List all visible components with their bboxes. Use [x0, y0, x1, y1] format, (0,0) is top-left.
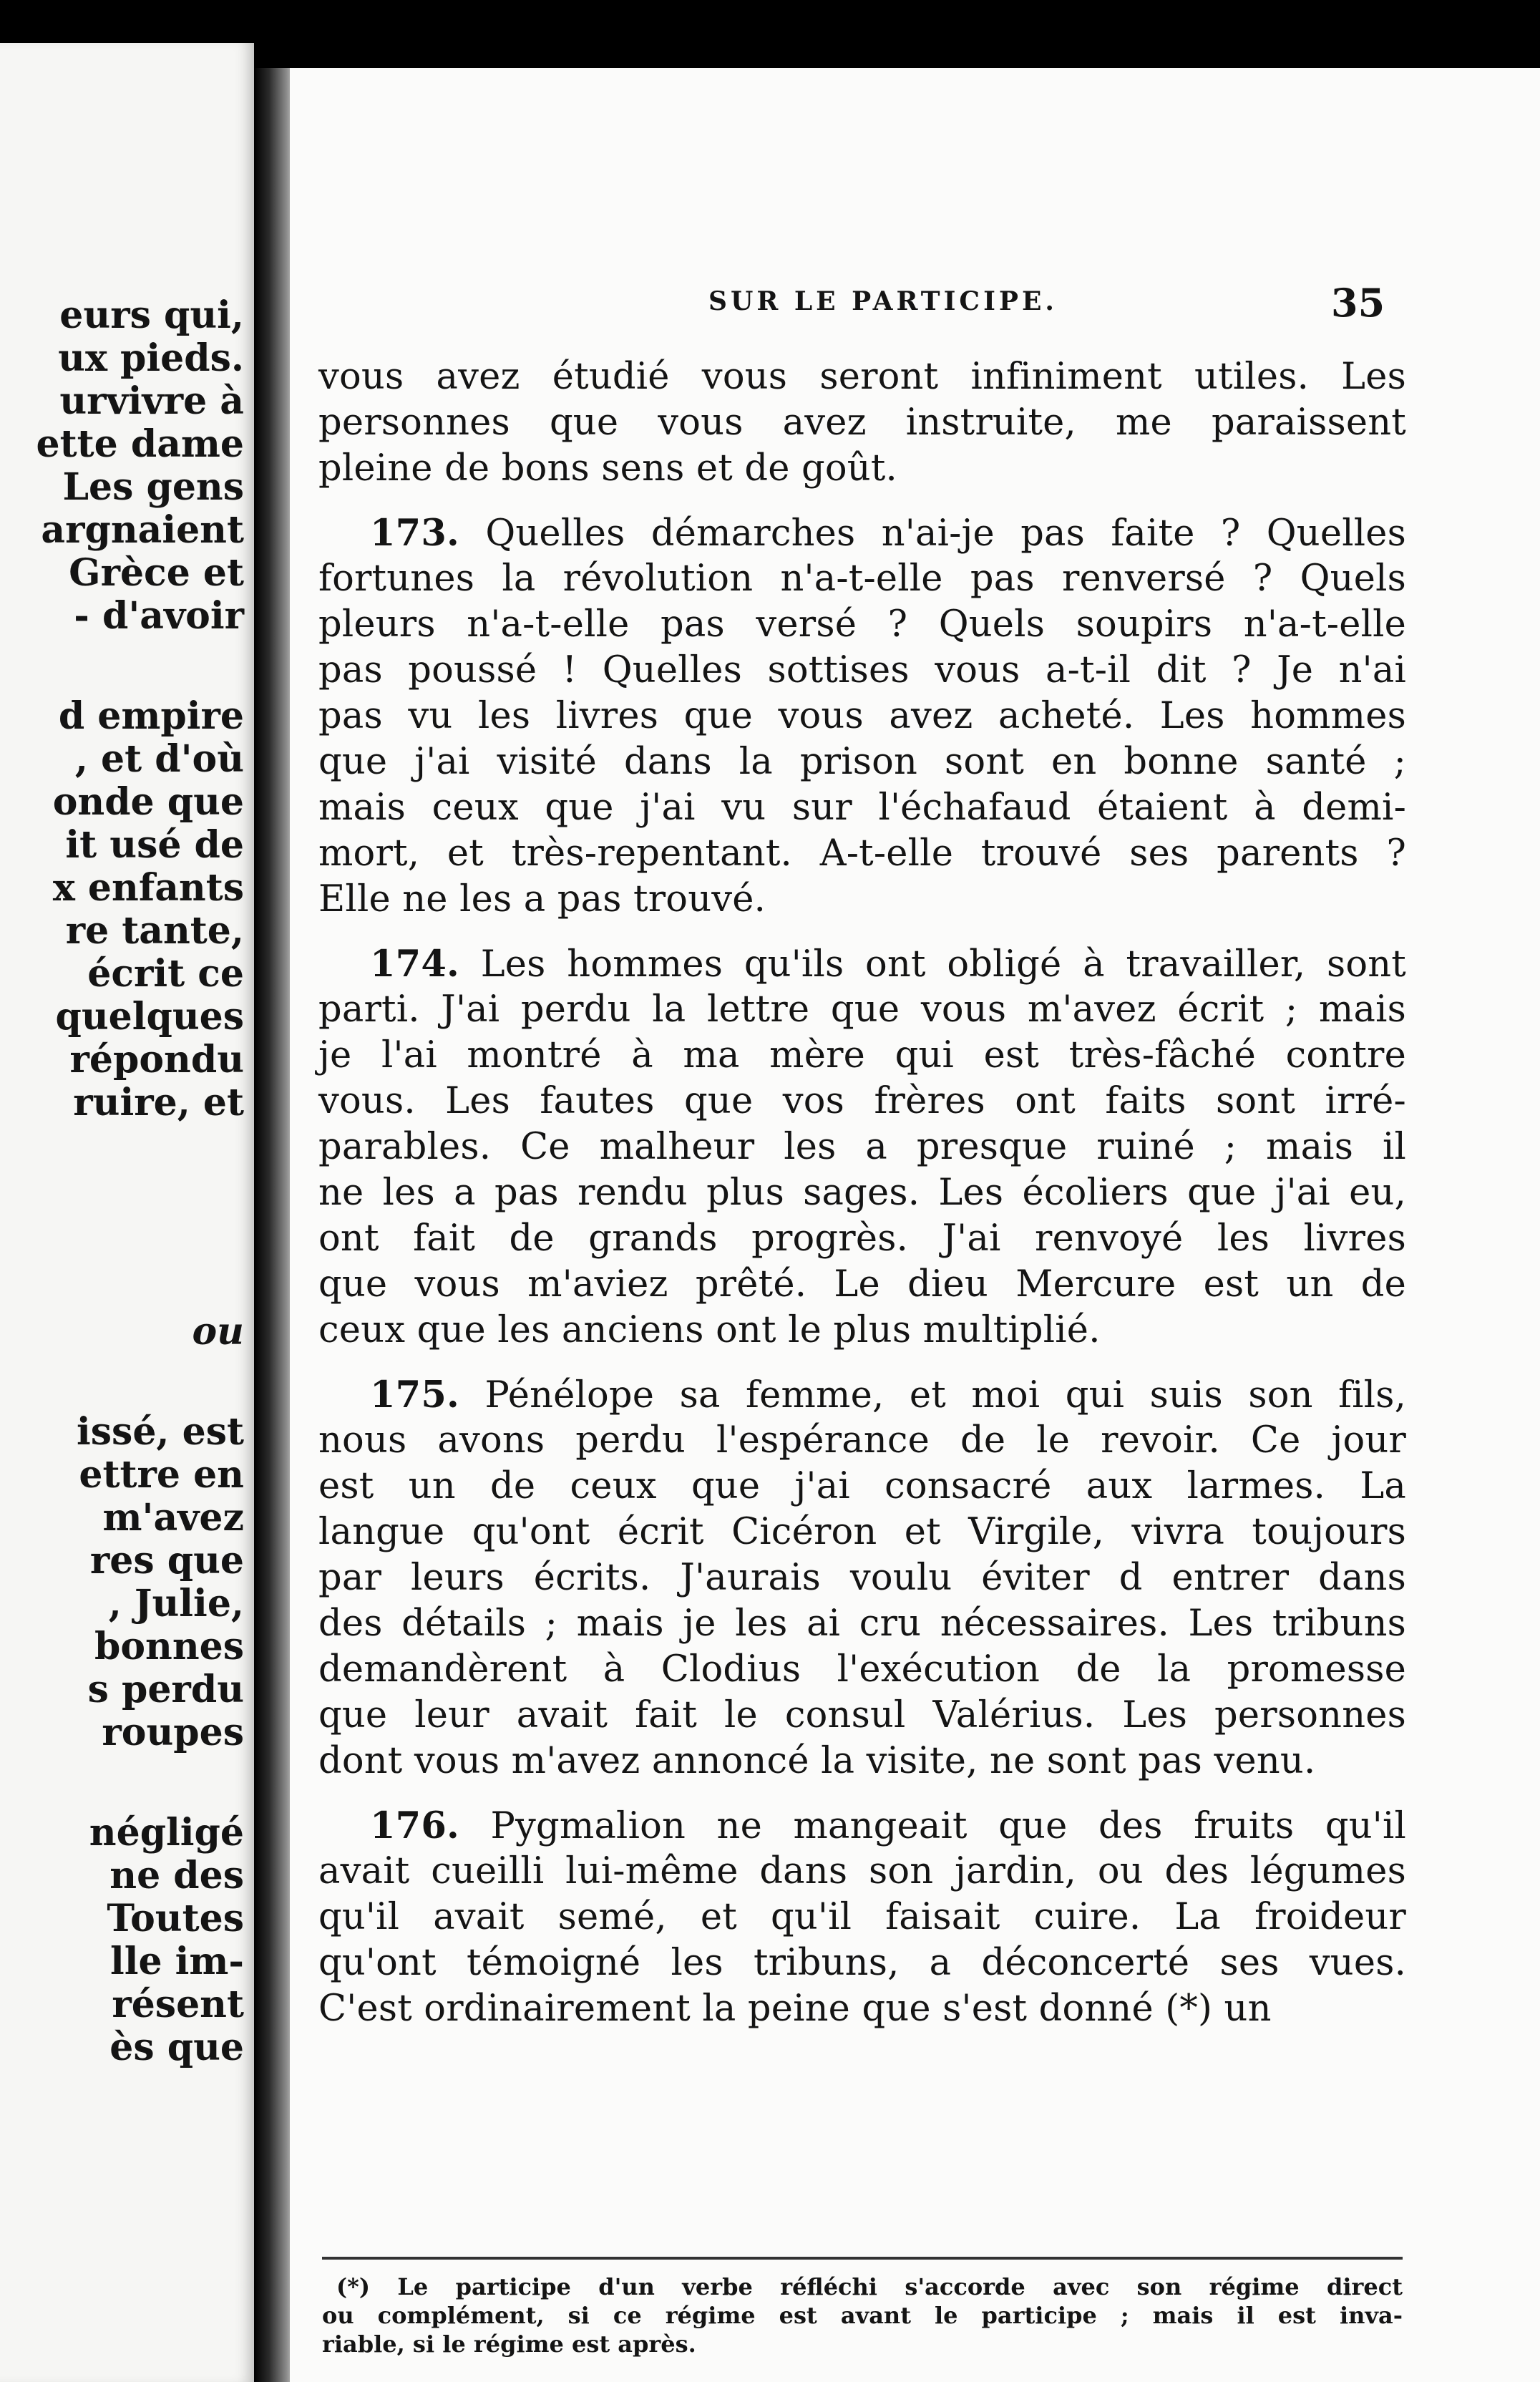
text-line: pleine de bons sens et de goût.: [318, 447, 897, 490]
page-number: 35: [1331, 280, 1385, 326]
text-line: [318, 510, 1406, 556]
left-page-line: m'avez: [102, 1496, 244, 1540]
text-line: parti. J'ai perdu la lettre que vous m'avez écrit ; mais: [318, 988, 1406, 1031]
text-line: nous avons perdu l'espérance de le revoir. Ce jour: [318, 1419, 1406, 1462]
text-line: dont vous m'avez annoncé la visite, ne sont pas venu.: [318, 1740, 1316, 1782]
left-page-line: Les gens: [62, 465, 244, 509]
left-page-line: ou: [192, 1310, 244, 1353]
paragraph: [318, 1803, 1406, 2032]
text-line: [318, 1372, 1406, 1418]
text-line: par leurs écrits. J'aurais voulu éviter d entrer dans: [318, 1557, 1406, 1599]
left-page-line: d empire: [58, 694, 244, 738]
text-line: vous. Les fautes que vos frères ont faits sont irré-: [318, 1080, 1406, 1122]
paragraph: [318, 1372, 1406, 1784]
text-line: langue qu'ont écrit Cicéron et Virgile, vivra toujours: [318, 1511, 1406, 1553]
text-line: qu'il avait semé, et qu'il faisait cuire. La froideur: [318, 1896, 1406, 1938]
left-page-line: issé, est: [77, 1410, 244, 1454]
left-page-line: lle im-: [109, 1940, 244, 1983]
text-line: mais ceux que j'ai vu sur l'échafaud étaient à demi-: [318, 787, 1406, 829]
text-line: C'est ordinairement la peine que s'est donné (*) un: [318, 1988, 1272, 2030]
paragraph: [318, 354, 1406, 492]
left-page-line: urvivre à: [59, 379, 244, 423]
text-line: demandèrent à Clodius l'exécution de la promesse: [318, 1648, 1406, 1691]
right-page: [290, 68, 1540, 2382]
left-page-line: eurs qui,: [59, 293, 244, 337]
left-page-line: x enfants: [52, 866, 244, 910]
text-line: pas poussé ! Quelles sottises vous a-t-il dit ? Je n'ai: [318, 649, 1406, 691]
text-line: [318, 1803, 1406, 1849]
left-page-line: ne des: [109, 1854, 244, 1897]
paragraph-number: 176.: [370, 1804, 460, 1847]
left-page-line: ruire, et: [73, 1081, 244, 1124]
footnote-separator: [322, 2257, 1403, 2260]
left-page-line: argnaient: [41, 508, 244, 552]
paragraph-number: 173.: [370, 512, 460, 555]
left-page-line: répondu: [69, 1038, 244, 1081]
paragraph: [318, 941, 1406, 1353]
left-page-line: it usé de: [65, 823, 244, 867]
paragraph: [318, 510, 1406, 923]
left-page-line: ès que: [109, 2026, 244, 2069]
text-line: vous avez étudié vous seront infiniment utiles. Les: [318, 356, 1406, 398]
footnote-line: ou complément, si ce régime est avant le participe ; mais il est inva-: [322, 2302, 1403, 2329]
text-line: que leur avait fait le consul Valérius. Les personnes: [318, 1694, 1406, 1736]
left-page-line: bonnes: [94, 1625, 244, 1668]
paragraph-number: 174.: [370, 943, 460, 986]
text-line: ceux que les anciens ont le plus multiplié.: [318, 1309, 1101, 1351]
text-line: est un de ceux que j'ai consacré aux larmes. La: [318, 1465, 1406, 1507]
left-page-line: négligé: [89, 1811, 244, 1854]
text-line: que vous m'aviez prêté. Le dieu Mercure est un de: [318, 1263, 1406, 1306]
text-line: des détails ; mais je les ai cru nécessaires. Les tribuns: [318, 1603, 1406, 1645]
line-text: Pénélope sa femme, et moi qui suis son fils,: [484, 1374, 1406, 1416]
text-line: ne les a pas rendu plus sages. Les écoliers que j'ai eu,: [318, 1172, 1406, 1214]
left-page-line: ux pieds.: [58, 336, 244, 380]
running-title: SUR LE PARTICIPE.: [708, 286, 1058, 316]
left-page-line: , et d'où: [74, 737, 244, 781]
line-text: Pygmalion ne mangeait que des fruits qu'il: [490, 1805, 1406, 1847]
left-page-line: , Julie,: [108, 1582, 244, 1625]
footnote-line: (*) Le participe d'un verbe réfléchi s'accorde avec son régime direct: [336, 2273, 1403, 2300]
text-line: fortunes la révolution n'a-t-elle pas renversé ? Quels: [318, 558, 1406, 600]
left-page-line: écrit ce: [87, 952, 244, 996]
line-text: Quelles démarches n'ai-je pas faite ? Quelles: [485, 512, 1406, 555]
text-line: [318, 941, 1406, 987]
text-line: personnes que vous avez instruite, me paraissent: [318, 402, 1406, 444]
left-page-line: quelques: [55, 995, 244, 1039]
left-page-line: res que: [89, 1539, 244, 1583]
footnote: [322, 2272, 1403, 2358]
body-text: [318, 354, 1406, 2051]
text-line: avait cueilli lui-même dans son jardin, ou des légumes: [318, 1850, 1406, 1892]
text-line: mort, et très-repentant. A-t-elle trouvé ses parents ?: [318, 832, 1406, 875]
left-page-line: ettre en: [79, 1453, 244, 1497]
left-page-line: onde que: [52, 780, 244, 824]
left-page-line: s perdu: [87, 1668, 244, 1711]
left-facing-page: [0, 43, 254, 2382]
text-line: je l'ai montré à ma mère qui est très-fâché contre: [318, 1034, 1406, 1076]
line-text: Les hommes qu'ils ont obligé à travailler, sont: [480, 943, 1406, 986]
text-line: pas vu les livres que vous avez acheté. Les hommes: [318, 695, 1406, 737]
paragraph-number: 175.: [370, 1374, 460, 1416]
footnote-line: riable, si le régime est après.: [322, 2330, 696, 2358]
text-line: ont fait de grands progrès. J'ai renvoyé les livres: [318, 1217, 1406, 1260]
text-line: pleurs n'a-t-elle pas versé ? Quels soupirs n'a-t-elle: [318, 603, 1406, 646]
left-page-line: ette dame: [36, 422, 244, 466]
left-page-line: re tante,: [65, 909, 244, 953]
left-page-line: Grèce et: [69, 551, 244, 595]
left-page-line: roupes: [102, 1711, 244, 1754]
text-line: Elle ne les a pas trouvé.: [318, 878, 766, 920]
left-page-line: résent: [112, 1983, 244, 2026]
text-line: parables. Ce malheur les a presque ruiné ; mais il: [318, 1126, 1406, 1168]
text-line: qu'ont témoigné les tribuns, a déconcerté ses vues.: [318, 1942, 1406, 1984]
text-line: que j'ai visité dans la prison sont en bonne santé ;: [318, 741, 1406, 783]
left-page-line: - d'avoir: [74, 594, 244, 638]
left-page-line: Toutes: [107, 1897, 244, 1940]
